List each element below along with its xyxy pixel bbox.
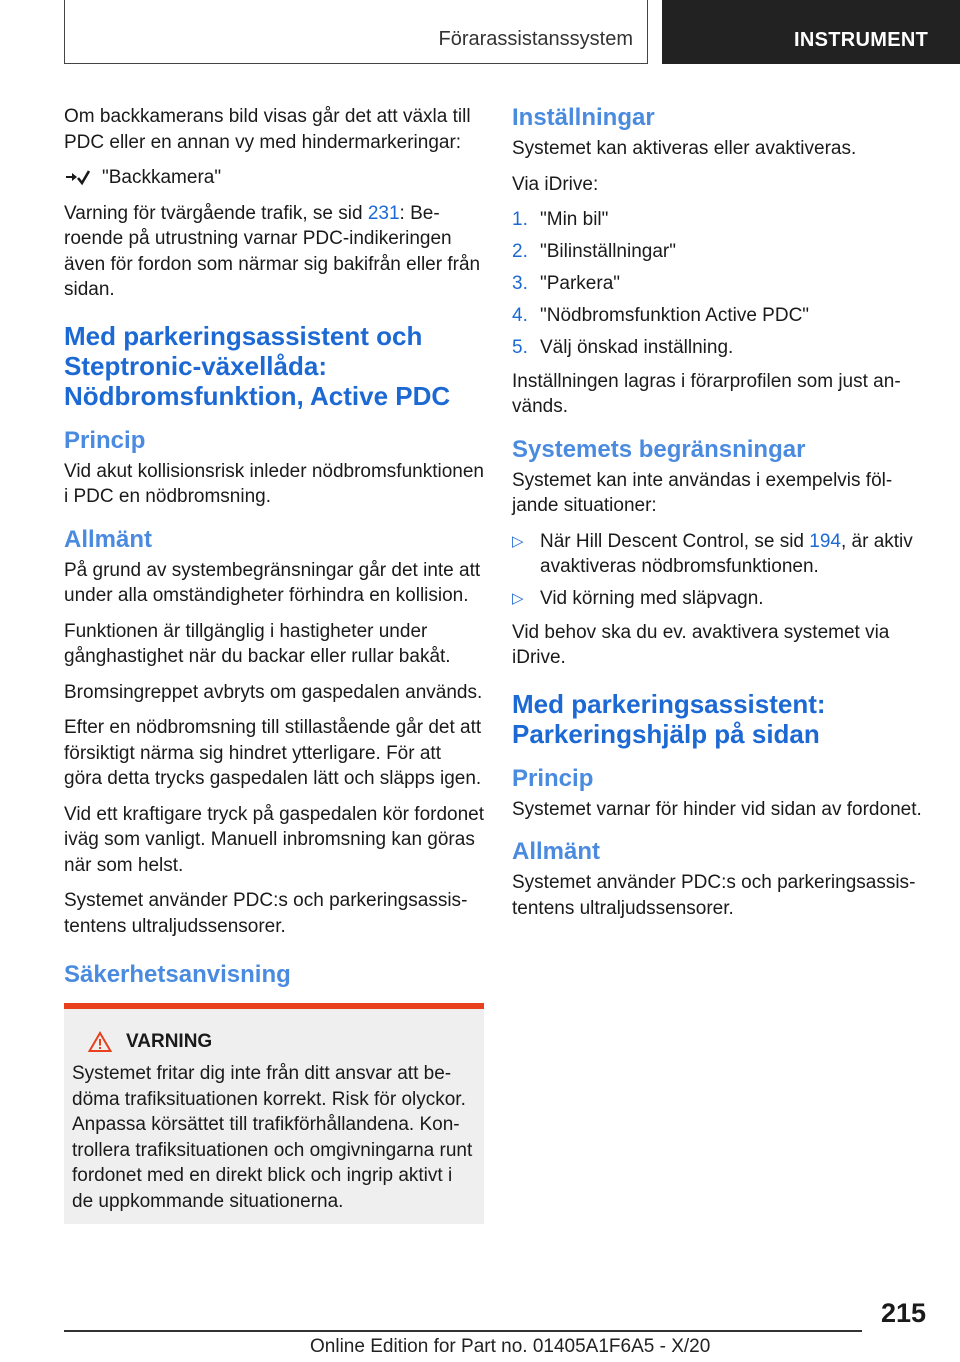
cross-traffic-paragraph	[64, 201, 484, 303]
heading-emergency-braking: Med parkeringsassistent och Steptronic-växellåda: Nödbromsfunktion, Active PDC	[64, 320, 451, 411]
cross-traffic-text-post: : Beroende på utrustning varnar PDC-indikeringen även för fordon som närmar sig bakifrån eller från sidan.	[64, 202, 481, 300]
via-idrive-text: Via iDrive:	[512, 173, 599, 195]
allmant-paragraph: Bromsingreppet avbryts om gaspedalen används.	[64, 681, 483, 703]
triangle-bullet-icon: ▷	[512, 590, 524, 607]
list-item	[512, 335, 932, 361]
chapter-label: INSTRUMENT	[794, 29, 929, 51]
allmant-right-text: Systemet använder PDC:s och parkeringsassistentens ultraljudssensorer.	[512, 872, 916, 919]
camera-check-icon	[64, 168, 90, 188]
step-number: 4.	[512, 305, 528, 326]
heading-allmant-right: Allmänt	[512, 838, 601, 865]
step-number: 5.	[512, 337, 528, 358]
camera-menu-line	[64, 165, 484, 191]
installningar-text: Systemet kan aktiveras eller avaktiveras.	[512, 138, 857, 159]
step-number: 3.	[512, 273, 528, 294]
step-number: 1.	[512, 209, 528, 230]
step-number: 2.	[512, 241, 528, 262]
chapter-tab	[662, 0, 960, 64]
heading-sakerhet: Säkerhetsanvisning	[64, 961, 291, 988]
list-item	[512, 586, 932, 612]
camera-menu-label: "Backkamera"	[102, 167, 222, 188]
bullet-text-post: , är aktiv avaktiveras nödbromsfunktionen.	[540, 530, 913, 577]
section-header-box	[64, 0, 648, 64]
section-title: Förarassistanssystem	[438, 28, 633, 50]
page-number: 215	[880, 1298, 926, 1328]
intro-paragraph: Om backkamerans bild visas går det att växla till PDC eller en annan vy med hindermarkeringar:	[64, 106, 471, 153]
allmant-paragraph: Efter en nödbromsning till stillastående går det att försiktigt närma sig hindret ytterligare. För att göra detta trycks gaspedalen lätt och släpps igen.	[64, 717, 482, 789]
heading-installningar: Inställningar	[512, 104, 655, 131]
bullet-text	[540, 529, 932, 580]
heading-begransningar: Systemets begränsningar	[512, 435, 806, 463]
page-header	[0, 0, 960, 66]
allmant-paragraph: På grund av systembegränsningar går det inte att under alla omständigheter förhindra en kollision.	[64, 559, 481, 606]
triangle-bullet-icon: ▷	[512, 532, 524, 550]
warning-triangle-icon	[88, 1031, 112, 1053]
edition-footer: Online Edition for Part no. 01405A1F6A5 - X/20	[310, 1336, 711, 1357]
step-text: "Nödbromsfunktion Active PDC"	[540, 305, 810, 326]
right-column	[512, 104, 932, 931]
step-text: "Min bil"	[540, 209, 609, 230]
allmant-paragraph: Systemet använder PDC:s och parkeringsassistentens ultraljudssensorer.	[64, 890, 468, 937]
warning-box	[64, 1003, 484, 1224]
begransningar-text: Systemet kan inte användas i exempelvis följande situationer:	[512, 469, 893, 516]
heading-allmant: Allmänt	[64, 525, 153, 553]
step-text: "Parkera"	[540, 273, 621, 294]
heading-princip: Princip	[64, 426, 146, 454]
warning-title-row	[72, 1031, 476, 1053]
allmant-paragraph: Vid ett kraftigare tryck på gaspedalen kör fordonet iväg som vanligt. Manuell inbromsning kan göras när som helst.	[64, 803, 485, 876]
page-ref-231[interactable]: 231	[367, 202, 400, 224]
step-text: Välj önskad inställning.	[540, 337, 734, 358]
settings-steps-list	[512, 207, 932, 361]
deactivate-text: Vid behov ska du ev. avaktivera systemet via iDrive.	[512, 621, 890, 668]
profile-storage-text: Inställningen lagras i förarprofilen som just används.	[512, 370, 901, 417]
footer-divider	[64, 1330, 862, 1332]
list-item	[512, 239, 932, 265]
list-item	[512, 207, 932, 233]
list-item	[512, 529, 932, 580]
princip-text: Vid akut kollisionsrisk inleder nödbromsfunktionen i PDC en nödbromsning.	[64, 460, 484, 507]
limitations-list	[512, 529, 932, 612]
allmant-paragraph: Funktionen är tillgänglig i hastigheter under gånghastighet när du backar eller rullar bakåt.	[64, 620, 451, 667]
warning-title: VARNING	[126, 1031, 213, 1052]
page-ref-194[interactable]: 194	[809, 530, 841, 552]
warning-text: Systemet fritar dig inte från ditt ansvar att bedöma trafiksituationen korrekt. Risk för olyckor. Anpassa körsättet till trafikförhållandena. Kontrollera trafiksituationen och omgivningarna runt fordonet med en direkt blick och ingrip aktivt i de uppkommande situationerna.	[72, 1063, 473, 1212]
heading-side-parking: Med parkeringsassistent: Parkeringshjälp på sidan	[512, 688, 826, 749]
bullet-text: Vid körning med släpvagn.	[540, 588, 764, 609]
cross-traffic-text-pre: Varning för tvärgående trafik, se sid	[64, 202, 368, 224]
bullet-text-pre: När Hill Descent Control, se sid	[540, 530, 810, 552]
list-item	[512, 303, 932, 329]
left-column	[64, 104, 484, 1224]
princip-right-text: Systemet varnar för hinder vid sidan av fordonet.	[512, 798, 922, 820]
list-item	[512, 271, 932, 297]
step-text: "Bilinställningar"	[540, 241, 676, 262]
heading-princip-right: Princip	[512, 764, 594, 792]
